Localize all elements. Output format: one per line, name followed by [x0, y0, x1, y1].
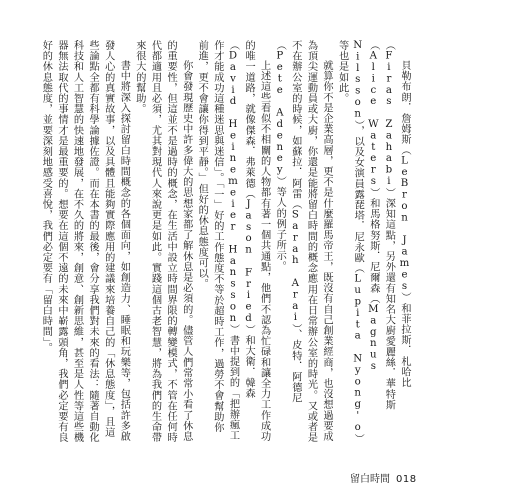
running-footer-title: 留白時間 — [350, 474, 390, 485]
page-footer — [350, 470, 417, 485]
paragraph-4: 你會發現歷史中許多偉大的思想家都了解休息是必須的。儘管人們常常小看了休息的重要性，但這並不是過時的概念，在生活中設立時間界限的轉變模式，不管在任何時代都適用且必須，尤其對現代人來說更是如此。實踐這個古老智慧，將為我們的生命帶來很大的幫助。 — [133, 40, 192, 443]
paragraph-3: 上述這些看似不相關的人物都有著一個共通點，他們不認為忙碌和讓全力工作成功的唯一道路，就像傑森．弗萊德（Jason Fried）和大衛．韓森（David Heinemeier Hansson）書中提到的「把辦瘋工作才能成功這種迷思與迷信」。「一」好的工作態度不等於超時工作，過勞不會幫助你前進，更不會讓你得到平靜。」但好的休息態度可以。 — [196, 40, 270, 442]
paragraph-5: 書中將深入探討留白時間概念的各個面向，如創造力、睡眠和玩樂等，包括許多啟發人心的真實故事，以及具體且能夠實際應用的建議來培養自己的「休息態度」，且這些論點全都有科學論據佐證。而在本書的最後，會分享我們對未來的看法：隨著自動化科技和人工智慧的快速地發展，在不久的將來，創意、創新思維，甚至是人性等這些機器無法取代的事情才是最重要的。想要在這個不遠的未來中嶄露頭角，我們必定要有良好的休息態度，並要深刻地感受喜悅，我們必定要有「留白時間」。 — [40, 40, 130, 443]
body-text — [40, 40, 412, 443]
page-number: 018 — [396, 474, 417, 485]
paragraph-1: 貝勒布朗．詹姆斯（LeBron James）和菲拉斯．札哈比（Firas Zahabi）深知這點，另外還有知名大廚愛麗絲．華特斯（Alice Waters）和馬格努斯．尼爾森（Magnus Nilsson），以及女演員露琵塔．尼永歐（Lupita Nyong'o）等也是如此。 — [336, 40, 410, 439]
paragraph-2: 就算你不是企業高層，更不是什麼羅馬帝王，既沒有自己創業經商，也沒想過要成為頂尖運動員或大廚，你還是能將留白時間的概念應用在日常辦公室的時光。又或者是不在辦公室的時候，如蘇拉．阿雷（Sarah Arai）、皮特．阿德尼（Pete Adeney）等人的例子所示。 — [274, 40, 333, 443]
